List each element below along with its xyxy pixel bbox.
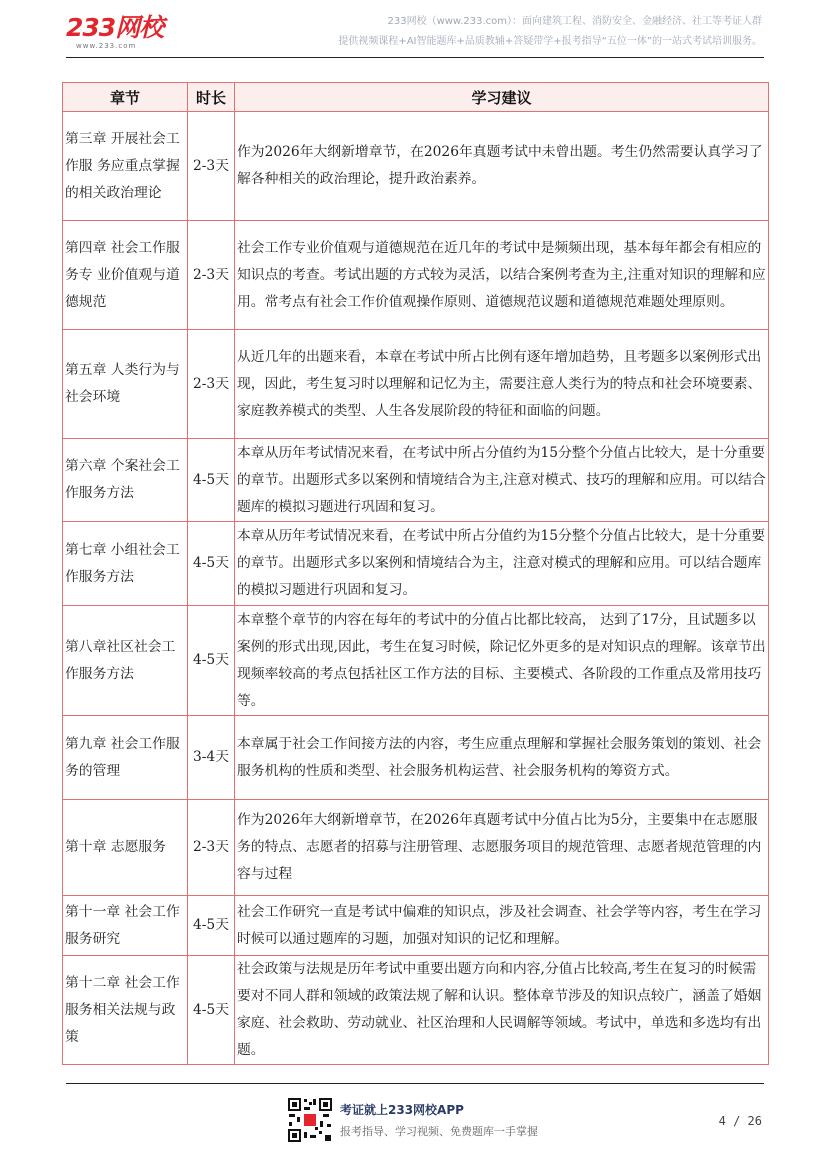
advice-cell: 本章属于社会工作间接方法的内容，考生应重点理解和掌握社会服务策划的策划、社会服务机构的性质和类型、社会服务机构运营、社会服务机构的筹资方式。 — [235, 716, 769, 800]
qr-code-icon[interactable] — [287, 1097, 333, 1143]
header-chapter: 章节 — [63, 83, 188, 112]
logo-text: 233网校 — [66, 13, 164, 42]
duration-cell: 2-3天 — [188, 112, 235, 221]
advice-cell: 社会工作研究一直是考试中偏难的知识点，涉及社会调查、社会学等内容，考生在学习时候可以通过题库的习题，加强对知识的记忆和理解。 — [235, 896, 769, 956]
header-divider — [66, 57, 764, 58]
header-line-2: 提供视频课程+AI智能题库+品质教辅+答疑带学+报考指导“五位一体”的一站式考试培训服务。 — [338, 36, 762, 47]
duration-cell: 2-3天 — [188, 800, 235, 896]
chapter-cell: 第十章 志愿服务 — [63, 800, 188, 896]
advice-cell: 社会政策与法规是历年考试中重要出题方向和内容,分值占比较高,考生在复习的时候需要对不同人群和领域的政策法规了解和认识。整体章节涉及的知识点较广，涵盖了婚姻家庭、社会救助、劳动就业、社区治理和人民调解等领域。考试中，单选和多选均有出题。 — [235, 956, 769, 1065]
footer-divider — [66, 1083, 764, 1084]
chapter-cell: 第六章 个案社会工作服务方法 — [63, 439, 188, 522]
duration-cell: 2-3天 — [188, 221, 235, 330]
table-row — [63, 330, 769, 439]
header-line-1: 233网校（www.233.com）：面向建筑工程、消防安全、金融经济、社工等考证人群 — [387, 16, 762, 27]
footer-app-title: 考证就上233网校APP — [340, 1103, 464, 1117]
advice-cell: 社会工作专业价值观与道德规范在近几年的考试中是频频出现，基本每年都会有相应的知识点的考查。考试出题的方式较为灵活，以结合案例考查为主,注重对知识的理解和应用。常考点有社会工作价值观操作原则、道德规范议题和道德规范难题处理原则。 — [235, 221, 769, 330]
duration-cell: 4-5天 — [188, 522, 235, 606]
duration-cell: 4-5天 — [188, 439, 235, 522]
duration-cell: 4-5天 — [188, 606, 235, 716]
page-number: 4 / 26 — [718, 1114, 762, 1128]
study-plan-table — [62, 82, 769, 1065]
chapter-cell: 第四章 社会工作服务专 业价值观与道德规范 — [63, 221, 188, 330]
chapter-cell: 第十一章 社会工作服务研究 — [63, 896, 188, 956]
duration-cell: 3-4天 — [188, 716, 235, 800]
table-row — [63, 716, 769, 800]
advice-cell: 本章从历年考试情况来看，在考试中所占分值约为15分整个分值占比较大，是十分重要的章节。出题形式多以案例和情境结合为主，注意对模式的理解和应用。可以结合题库的模拟习题进行巩固和复习。 — [235, 522, 769, 606]
table-header-row — [63, 83, 769, 112]
site-logo[interactable] — [66, 8, 163, 50]
header-advice: 学习建议 — [235, 83, 769, 112]
header-tagline — [338, 12, 762, 52]
table-row — [63, 896, 769, 956]
chapter-cell: 第九章 社会工作服务的管理 — [63, 716, 188, 800]
chapter-cell: 第七章 小组社会工作服务方法 — [63, 522, 188, 606]
advice-cell: 从近几年的出题来看，本章在考试中所占比例有逐年增加趋势，且考题多以案例形式出现，因此，考生复习时以理解和记忆为主，需要注意人类行为的特点和社会环境要素、家庭教养模式的类型、人生各发展阶段的特征和面临的问题。 — [235, 330, 769, 439]
chapter-cell: 第三章 开展社会工作服 务应重点掌握的相关政治理论 — [63, 112, 188, 221]
logo-url: www.233.com — [76, 42, 137, 50]
footer-app-subtitle: 报考指导、学习视频、免费题库一手掌握 — [340, 1125, 538, 1138]
table-row — [63, 522, 769, 606]
advice-cell: 作为2026年大纲新增章节，在2026年真题考试中分值占比为5分，主要集中在志愿服务的特点、志愿者的招募与注册管理、志愿服务项目的规范管理、志愿者规范管理的内容与过程 — [235, 800, 769, 896]
chapter-cell: 第八章社区社会工作服务方法 — [63, 606, 188, 716]
header-duration: 时长 — [188, 83, 235, 112]
page-header — [0, 0, 830, 60]
table-row — [63, 606, 769, 716]
advice-cell: 作为2026年大纲新增章节，在2026年真题考试中未曾出题。考生仍然需要认真学习了解各种相关的政治理论，提升政治素养。 — [235, 112, 769, 221]
duration-cell: 2-3天 — [188, 330, 235, 439]
advice-cell: 本章整个章节的内容在每年的考试中的分值占比都比较高， 达到了17分，且试题多以案例的形式出现,因此，考生在复习时候，除记忆外更多的是对知识点的理解。该章节出现频率较高的考点包括社区工作方法的目标、主要模式、各阶段的工作重点及常用技巧等。 — [235, 606, 769, 716]
advice-cell: 本章从历年考试情况来看，在考试中所占分值约为15分整个分值占比较大，是十分重要的章节。出题形式多以案例和情境结合为主,注意对模式、技巧的理解和应用。可以结合题库的模拟习题进行巩固和复习。 — [235, 439, 769, 522]
table-row — [63, 112, 769, 221]
table-row — [63, 956, 769, 1065]
table-row — [63, 800, 769, 896]
chapter-cell: 第五章 人类行为与社会环境 — [63, 330, 188, 439]
table-row — [63, 439, 769, 522]
duration-cell: 4-5天 — [188, 956, 235, 1065]
chapter-cell: 第十二章 社会工作服务相关法规与政策 — [63, 956, 188, 1065]
table-row — [63, 221, 769, 330]
duration-cell: 4-5天 — [188, 896, 235, 956]
